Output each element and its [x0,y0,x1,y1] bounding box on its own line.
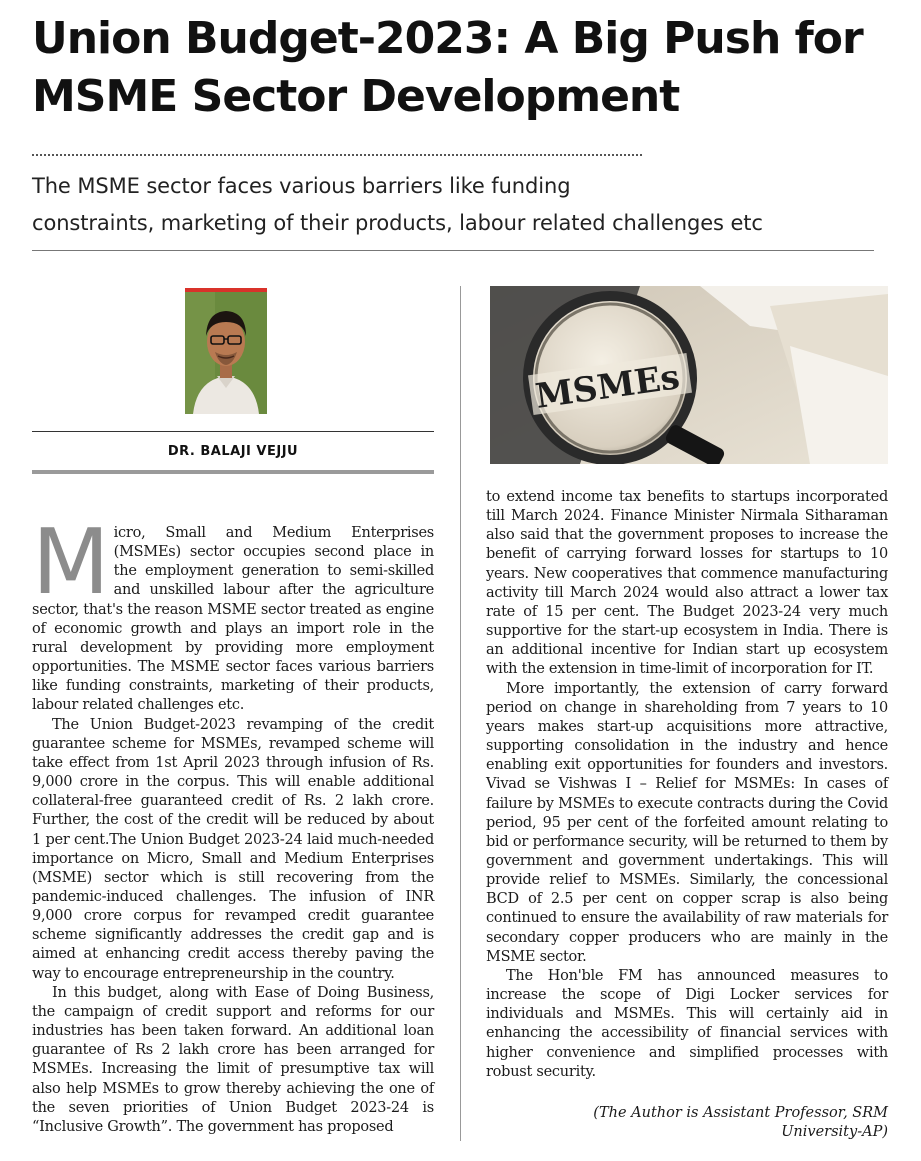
paragraph: icro, Small and Medium Enterprises (MSMEs) sector occupies second place in the employment generation to semi-skilled and unskilled labour after the agriculture sector, that's the reason MSME sector treated as engine of economic growth and plays an import role in the rural development by providing more employment opportunities. The MSME sector faces various barriers like funding constraints, marketing of their products, labour related challenges etc. [32,525,434,714]
author-rule-top [32,431,434,432]
author-photo [185,288,267,414]
author-byline: DR. BALAJI VEJJU [167,444,299,459]
article-column-right [486,488,888,1082]
subheadline [32,168,892,242]
paragraph: More importantly, the extension of carry forward period on change in shareholding from 7 years to 10 years makes start-up acquisitions more attractive, supporting consolidation in the industry and hence enabling exit opportunities for founders and investors. Vivad se Vishwas I – Relief for MSMEs: In cases of failure by MSMEs to execute contracts during the Covid period, 95 per cent of the forfeited amount relating to bid or performance security, will be returned to them by government and government undertakings. This will provide relief to MSMEs. Similarly, the concessional BCD of 2.5 per cent on copper scrap is also being continued to ensure the availability of raw materials for secondary copper producers who are mainly in the MSME sector. [486,680,888,965]
credit-line-2: University-AP) [781,1124,888,1140]
credit-line-1: (The Author is Assistant Professor, SRM [593,1105,888,1121]
headline [32,10,902,126]
drop-cap: M [32,510,106,615]
headline-line-1: Union Budget-2023: A Big Push for [32,13,863,64]
headline-line-2: MSME Sector Development [32,71,680,122]
headline-divider [32,154,642,156]
author-credit [558,1104,888,1142]
article-column-left [32,510,434,1137]
paragraph: The Hon'ble FM has announced measures to increase the scope of Digi Locker services for individuals and MSMEs. This will certainly aid in enhancing the accessibility of financial services with higher convenience and simplified processes with robust security. [486,967,888,1080]
paragraph: The Union Budget-2023 revamping of the credit guarantee scheme for MSMEs, revamped scheme will take effect from 1st April 2023 through infusion of Rs. 9,000 crore in the corpus. This will enable additional collateral-free guaranteed credit of Rs. 2 lakh crore. Further, the cost of the credit will be reduced by about 1 per cent.The Union Budget 2023-24 laid much-needed importance on Micro, Small and Medium Enterprises (MSME) sector which is still recovering from the pandemic-induced challenges. The infusion of INR 9,000 crore corpus for revamped credit guarantee scheme significantly addresses the credit gap and is aimed at enhancing credit access thereby paving the way to encourage entrepreneurship in the country. [32,716,434,982]
subhead-line-2: constraints, marketing of their products, labour related challenges etc [32,211,763,235]
msme-magnifier-image [490,286,888,464]
paragraph: to extend income tax benefits to startups incorporated till March 2024. Finance Minister Nirmala Sitharaman also said that the government proposes to increase the benefit of carrying forward losses for startups to 10 years. New cooperatives that commence manufacturing activity till March 2024 would also attract a lower tax rate of 15 per cent. The Budget 2023-24 very much supportive for the start-up ecosystem in India. There is an additional incentive for Indian start up ecosystem with the extension in time-limit of incorporation for IT. [486,489,888,678]
magnifier-label: MSMEs [533,357,683,417]
paragraph: In this budget, along with Ease of Doing Business, the campaign of credit support and reforms for our industries has been taken forward. An additional loan guarantee of Rs 2 lakh crore has been arranged for MSMEs. Increasing the limit of presumptive tax will also help MSMEs to grow thereby achieving the one of the seven priorities of Union Budget 2023-24 is “Inclusive Growth”. The government has proposed [32,984,434,1135]
subhead-divider [32,250,874,251]
subhead-line-1: The MSME sector faces various barriers like funding [32,174,571,198]
column-divider [460,286,461,1141]
author-rule-bottom [32,470,434,474]
